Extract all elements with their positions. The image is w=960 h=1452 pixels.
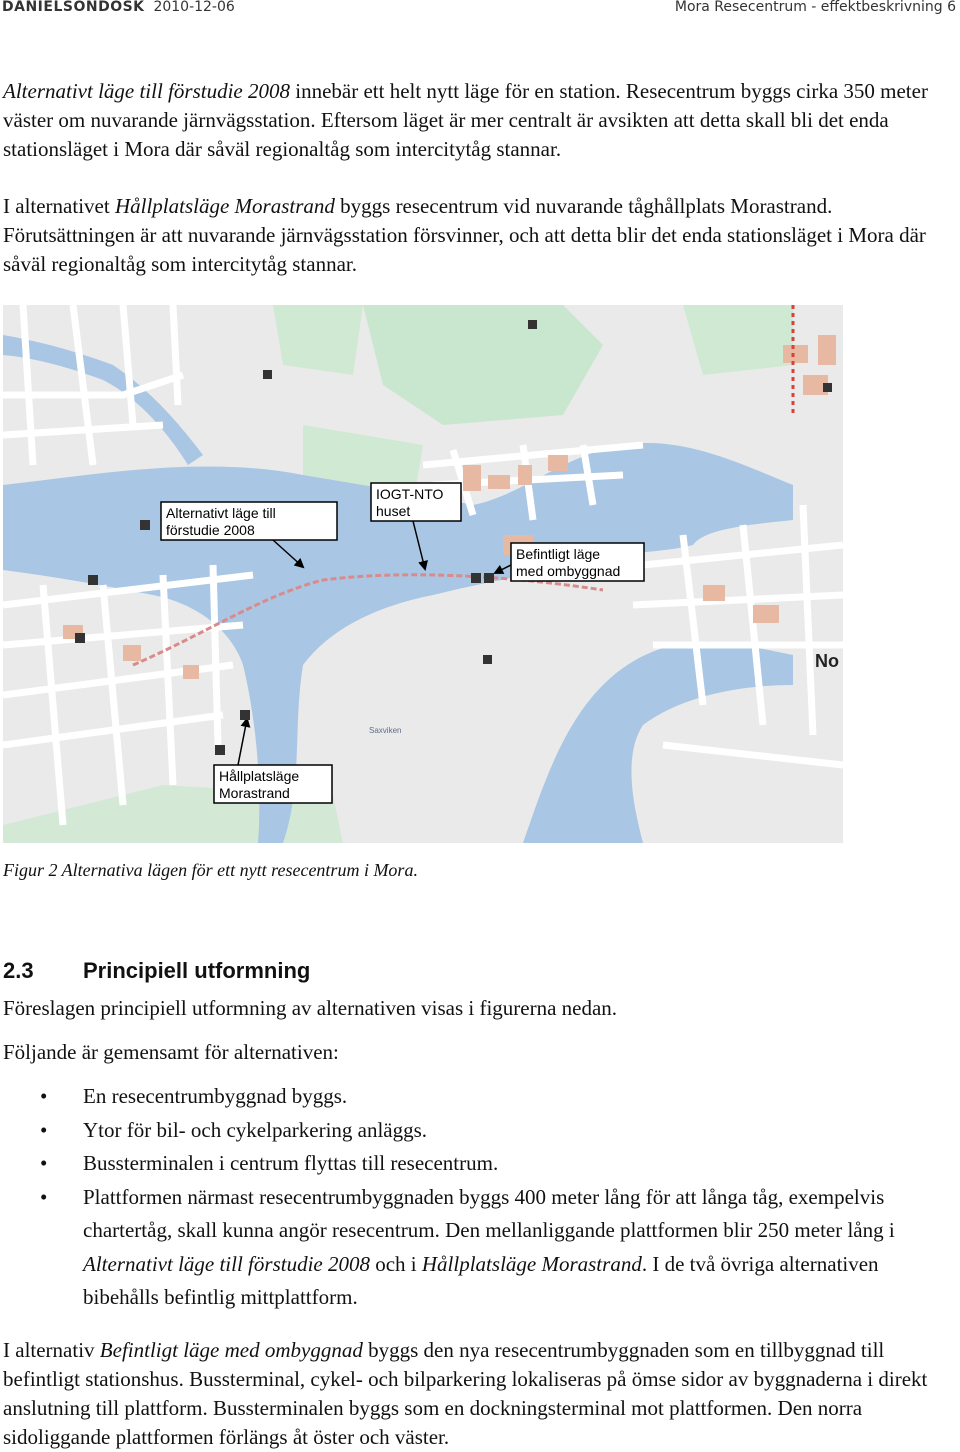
header-author: DANIELSONDOSK [2, 0, 145, 15]
bullet-icon: • [40, 1117, 48, 1142]
map-lake-label: Saxviken [369, 726, 402, 735]
bullet-text: Plattformen närmast resecentrumbyggnaden byggs 400 meter lång för att långa tåg, exempelvis chartertåg, skall kunna angör resecentrum. Den mellanliggande plattformen blir 250 meter lång i [83, 1184, 895, 1242]
bullet-text: och i [369, 1251, 422, 1276]
map-figure [3, 305, 843, 843]
poi-symbol-north-icon [263, 370, 272, 379]
figure-caption: Figur 2 Alternativa lägen för ett nytt resecentrum i Mora. [3, 860, 418, 880]
list-item [0, 1114, 956, 1148]
header-date: 2010-12-06 [153, 0, 235, 15]
para2-italic: Hållplatsläge Morastrand [114, 194, 335, 218]
list-item [0, 1181, 956, 1315]
label-befintligt-line2: med ombyggnad [516, 563, 621, 579]
para1-italic: Alternativt läge till förstudie 2008 [3, 79, 290, 103]
poi-symbol-east-icon [823, 383, 832, 392]
header-right [675, 0, 956, 15]
station-symbol-morastrand-icon [240, 710, 250, 720]
station-symbol-icon [471, 573, 481, 583]
paragraph-befintligt [3, 1336, 955, 1452]
bullet-italic: Alternativt läge till förstudie 2008 [83, 1251, 370, 1276]
para5-italic: Befintligt läge med ombyggnad [99, 1338, 363, 1362]
common-features-list [0, 1080, 956, 1315]
bullet-icon: • [40, 1184, 48, 1209]
poi-symbol-park-icon [528, 320, 537, 329]
bullet-text: Bussterminalen i centrum flyttas till resecentrum. [83, 1151, 499, 1175]
parking-symbol-south-icon [215, 745, 225, 755]
para1-text: innebär ett helt nytt läge för en station. Resecentrum byggs cirka 350 meter väster om nuvarande järnvägsstation. Eftersom läget är mer centralt är avsikten att detta skall bli det enda stationsläget i Mora där såväl regionaltåg som intercitytåg stannar. [3, 79, 928, 161]
bullet-italic: Hållplatsläge Morastrand [421, 1251, 642, 1276]
map-partial-label: No [815, 651, 839, 671]
header-left [2, 0, 235, 15]
paragraph-gemensamt: Följande är gemensamt för alternativen: [3, 1040, 339, 1064]
section-title: Principiell utformning [83, 958, 311, 983]
label-iogt-line1: IOGT-NTO [376, 486, 444, 502]
label-alt2008-line1: Alternativt läge till [166, 505, 276, 521]
label-hallplats-line1: Hållplatsläge [219, 768, 300, 784]
para2-text: byggs resecentrum vid nuvarande tåghållplats Morastrand. Förutsättningen är att nuvarande järnvägsstation försvinner, och att detta blir det enda stationsläget i Mora där såväl regionaltåg som intercitytåg stannar. [3, 194, 926, 276]
bullet-icon: • [40, 1084, 48, 1108]
map-park-northwest [273, 305, 363, 375]
label-iogt-line2: huset [376, 503, 411, 519]
bus-symbol-icon [88, 575, 98, 585]
list-item [0, 1147, 956, 1181]
paragraph-principiell: Föreslagen principiell utformning av alternativen visas i figurerna nedan. [3, 996, 618, 1020]
bullet-icon: • [40, 1151, 48, 1175]
para2-lead: I alternativet [3, 194, 115, 218]
parking-symbol-west-icon [75, 633, 85, 643]
section-heading [3, 958, 310, 984]
header-page-number: 6 [947, 0, 956, 15]
list-item [0, 1080, 956, 1114]
section-number: 2.3 [3, 958, 34, 983]
bullet-text: En resecentrumbyggnad byggs. [83, 1084, 348, 1108]
paragraph-hallplatslage [3, 192, 955, 279]
label-befintligt-line1: Befintligt läge [516, 546, 601, 562]
info-symbol-icon [484, 573, 494, 583]
para5-lead: I alternativ [3, 1338, 100, 1362]
label-hallplats-line2: Morastrand [219, 785, 290, 801]
bullet-text: . I de två övriga alternativen bibehålls befintlig mittplattform. [83, 1251, 879, 1309]
header-doc-title: Mora Resecentrum - effektbeskrivning [674, 0, 943, 15]
para5-text: byggs den nya resecentrumbyggnaden som en tillbyggnad till befintligt stationshus. Bussterminal, cykel- och bilparkering lokaliseras på ömse sidor av byggnaderna i direkt anslutning till plattform. Bussterminalen byggs som en dockningsterminal mot plattformen. Den norra sidoliggande plattformen förlängs åt öster och väster. [3, 1338, 928, 1449]
paragraph-alternativ-2008 [3, 77, 955, 164]
page-header [0, 0, 960, 16]
poi-symbol-west-icon [140, 520, 150, 530]
bullet-text: Ytor för bil- och cykelparkering anläggs. [83, 1117, 428, 1142]
poi-symbol-icon [483, 655, 492, 664]
label-alt2008-line2: förstudie 2008 [166, 522, 255, 538]
